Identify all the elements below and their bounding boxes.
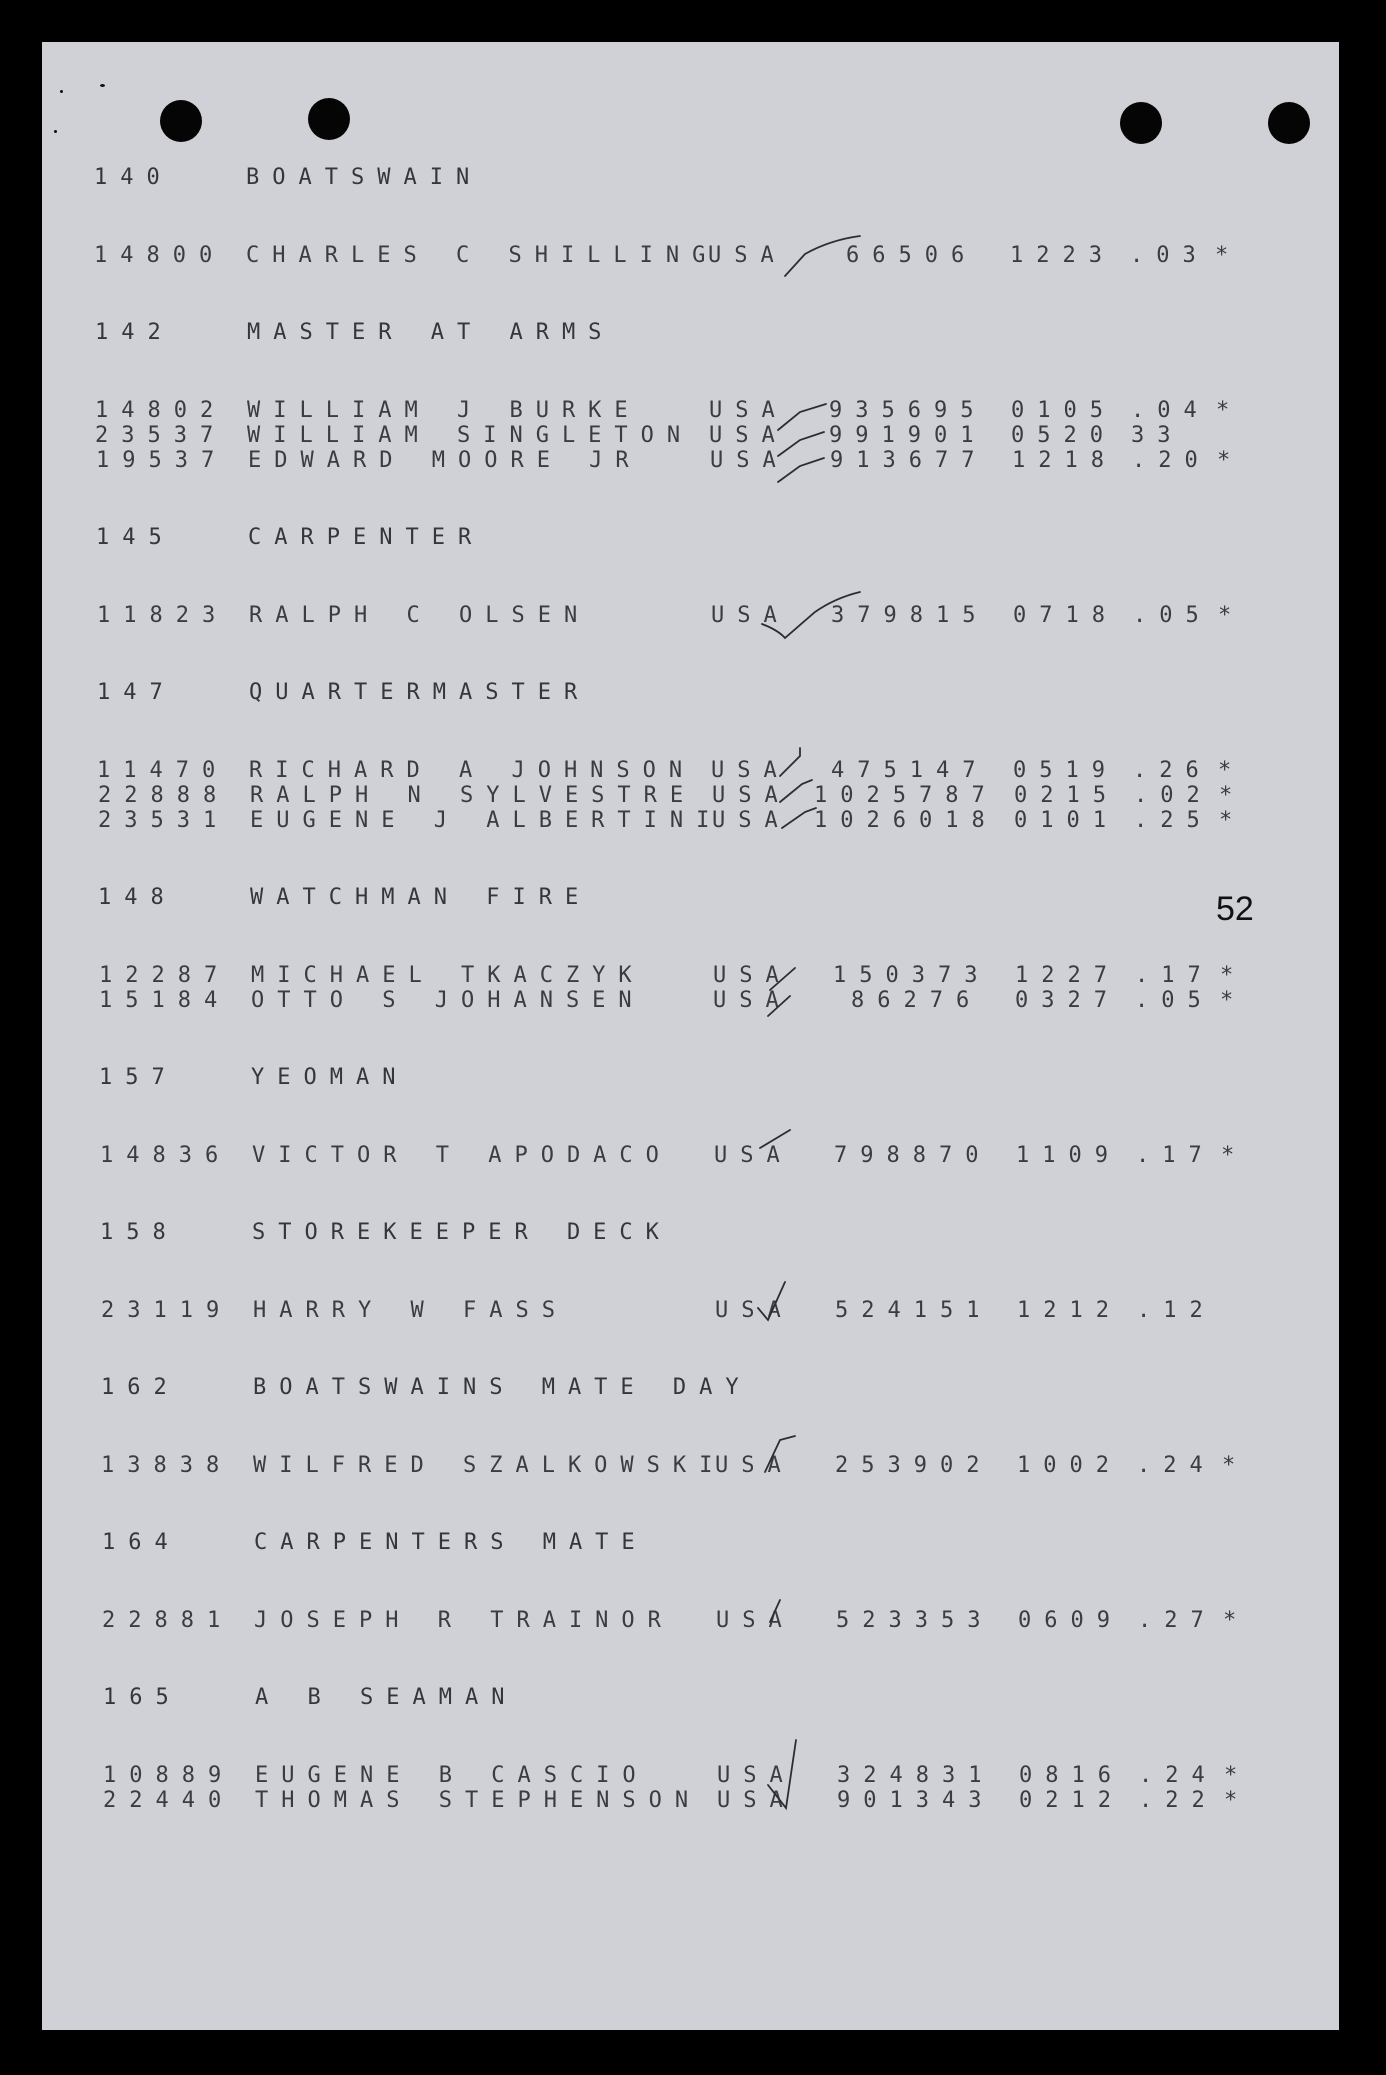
cell-star: * xyxy=(1215,242,1242,268)
cell-id: 22440 xyxy=(103,1787,235,1813)
cell-rate: 33 xyxy=(1131,422,1184,448)
cell-name: RALPH N SYLVESTRE xyxy=(250,782,697,808)
cell-name: JOSEPH R TRAINOR xyxy=(254,1607,674,1633)
cell-date: 0519 xyxy=(1013,757,1118,783)
section-title: A B SEAMAN xyxy=(255,1685,518,1710)
cell-rate: .25 xyxy=(1134,807,1213,833)
section-title: BOATSWAIN xyxy=(246,165,483,190)
cell-num: 935695 xyxy=(829,397,987,423)
section-code: 147 xyxy=(97,680,176,705)
cell-rate: .22 xyxy=(1139,1787,1218,1813)
cell-num: 991901 xyxy=(829,422,987,448)
cell-date: 0105 xyxy=(1011,397,1116,423)
cell-nat: USA xyxy=(711,602,790,628)
cell-name: HARRY W FASS xyxy=(253,1297,568,1323)
section-code: 165 xyxy=(103,1685,182,1710)
cell-rate: .24 xyxy=(1139,1762,1218,1788)
cell-star: * xyxy=(1218,757,1245,783)
cell-nat: USA xyxy=(712,782,791,808)
cell-date: 0718 xyxy=(1013,602,1118,628)
cell-date: 1227 xyxy=(1015,962,1120,988)
punch-hole xyxy=(1268,102,1310,144)
cell-star: * xyxy=(1224,1787,1251,1813)
cell-rate: .05 xyxy=(1133,602,1212,628)
cell-id: 23537 xyxy=(95,422,227,448)
page-number: 52 xyxy=(1216,890,1254,928)
cell-name: RALPH C OLSEN xyxy=(249,602,591,628)
cell-rate: .03 xyxy=(1130,242,1209,268)
section-code: 164 xyxy=(102,1530,181,1555)
cell-name: MICHAEL TKACZYK xyxy=(251,962,645,988)
cell-rate: .24 xyxy=(1137,1452,1216,1478)
cell-nat: USA xyxy=(708,242,787,268)
cell-nat: USA xyxy=(713,962,792,988)
cell-name: WILLIAM SINGLETON xyxy=(247,422,694,448)
cell-rate: .20 xyxy=(1132,447,1211,473)
cell-date: 1109 xyxy=(1016,1142,1121,1168)
cell-nat: USA xyxy=(713,987,792,1013)
section-title: MASTER AT ARMS xyxy=(247,320,615,345)
cell-date: 1002 xyxy=(1017,1452,1122,1478)
cell-id: 14802 xyxy=(95,397,227,423)
cell-rate: .05 xyxy=(1135,987,1214,1013)
section-title: WATCHMAN FIRE xyxy=(250,885,592,910)
cell-name: WILFRED SZALKOWSKI xyxy=(253,1452,726,1478)
cell-id: 19537 xyxy=(96,447,228,473)
cell-nat: USA xyxy=(710,447,789,473)
cell-name: CHARLES C SHILLING xyxy=(246,242,719,268)
cell-num: 1025787 xyxy=(814,782,998,808)
section-code: 148 xyxy=(98,885,177,910)
cell-star: * xyxy=(1218,602,1245,628)
cell-num: 1026018 xyxy=(814,807,998,833)
cell-rate: .27 xyxy=(1138,1607,1217,1633)
cell-date: 0101 xyxy=(1014,807,1119,833)
cell-rate: .17 xyxy=(1136,1142,1215,1168)
cell-id: 13838 xyxy=(101,1452,233,1478)
cell-date: 1218 xyxy=(1012,447,1117,473)
section-code: 142 xyxy=(95,320,174,345)
cell-star: * xyxy=(1220,987,1247,1013)
cell-id: 22881 xyxy=(102,1607,234,1633)
cell-num: 253902 xyxy=(835,1452,993,1478)
cell-name: EDWARD MOORE JR xyxy=(248,447,642,473)
section-title: BOATSWAINS MATE DAY xyxy=(253,1375,752,1400)
cell-id: 22888 xyxy=(98,782,230,808)
cell-star: * xyxy=(1224,1762,1251,1788)
cell-rate: .02 xyxy=(1134,782,1213,808)
cell-star: * xyxy=(1216,397,1243,423)
cell-nat: USA xyxy=(717,1787,796,1813)
cell-num: 324831 xyxy=(837,1762,995,1788)
cell-star: * xyxy=(1220,962,1247,988)
speck xyxy=(54,130,57,133)
section-title: CARPENTER xyxy=(248,525,485,550)
section-code: 162 xyxy=(101,1375,180,1400)
cell-name: OTTO S JOHANSEN xyxy=(251,987,645,1013)
cell-nat: USA xyxy=(714,1142,793,1168)
cell-name: THOMAS STEPHENSON xyxy=(255,1787,702,1813)
punch-hole xyxy=(160,100,202,142)
cell-date: 0327 xyxy=(1015,987,1120,1013)
cell-nat: USA xyxy=(715,1452,794,1478)
cell-date: 0609 xyxy=(1018,1607,1123,1633)
cell-id: 23119 xyxy=(101,1297,233,1323)
cell-nat: USA xyxy=(709,397,788,423)
cell-rate: .12 xyxy=(1137,1297,1216,1323)
cell-rate: .17 xyxy=(1135,962,1214,988)
section-code: 145 xyxy=(96,525,175,550)
cell-nat: USA xyxy=(712,807,791,833)
cell-name: RICHARD A JOHNSON xyxy=(249,757,696,783)
cell-num: 913677 xyxy=(830,447,988,473)
speck xyxy=(100,84,105,87)
speck xyxy=(60,90,63,93)
cell-num: 150373 xyxy=(833,962,991,988)
cell-num: 798870 xyxy=(834,1142,992,1168)
cell-id: 12287 xyxy=(99,962,231,988)
cell-date: 0215 xyxy=(1014,782,1119,808)
cell-num: 86276 xyxy=(851,987,983,1013)
cell-date: 1212 xyxy=(1017,1297,1122,1323)
cell-star: * xyxy=(1221,1142,1248,1168)
cell-num: 66506 xyxy=(846,242,978,268)
cell-name: EUGENE J ALBERTINI xyxy=(250,807,723,833)
cell-id: 11470 xyxy=(97,757,229,783)
punch-hole xyxy=(1120,102,1162,144)
cell-id: 15184 xyxy=(99,987,231,1013)
cell-id: 10889 xyxy=(103,1762,235,1788)
cell-star: * xyxy=(1222,1452,1249,1478)
section-title: QUARTERMASTER xyxy=(249,680,591,705)
cell-name: EUGENE B CASCIO xyxy=(255,1762,649,1788)
cell-num: 475147 xyxy=(831,757,989,783)
section-code: 158 xyxy=(100,1220,179,1245)
cell-name: WILLIAM J BURKE xyxy=(247,397,641,423)
cell-date: 0212 xyxy=(1019,1787,1124,1813)
cell-rate: .04 xyxy=(1131,397,1210,423)
cell-star: * xyxy=(1219,782,1246,808)
cell-star: * xyxy=(1223,1607,1250,1633)
cell-nat: USA xyxy=(709,422,788,448)
cell-date: 0520 xyxy=(1011,422,1116,448)
cell-name: VICTOR T APODACO xyxy=(252,1142,672,1168)
cell-id: 14800 xyxy=(94,242,226,268)
cell-nat: USA xyxy=(715,1297,794,1323)
cell-nat: USA xyxy=(711,757,790,783)
section-title: STOREKEEPER DECK xyxy=(252,1220,672,1245)
cell-num: 523353 xyxy=(836,1607,994,1633)
cell-num: 901343 xyxy=(837,1787,995,1813)
cell-nat: USA xyxy=(717,1762,796,1788)
cell-id: 23531 xyxy=(98,807,230,833)
cell-rate: .26 xyxy=(1133,757,1212,783)
cell-nat: USA xyxy=(716,1607,795,1633)
cell-date: 1223 xyxy=(1010,242,1115,268)
cell-star: * xyxy=(1217,447,1244,473)
cell-num: 524151 xyxy=(835,1297,993,1323)
cell-date: 0816 xyxy=(1019,1762,1124,1788)
cell-star: * xyxy=(1219,807,1246,833)
cell-id: 14836 xyxy=(100,1142,232,1168)
cell-num: 379815 xyxy=(831,602,989,628)
section-title: CARPENTERS MATE xyxy=(254,1530,648,1555)
cell-id: 11823 xyxy=(97,602,229,628)
section-code: 140 xyxy=(94,165,173,190)
section-code: 157 xyxy=(99,1065,178,1090)
section-title: YEOMAN xyxy=(251,1065,409,1090)
document-page xyxy=(42,42,1339,2030)
punch-hole xyxy=(308,98,350,140)
